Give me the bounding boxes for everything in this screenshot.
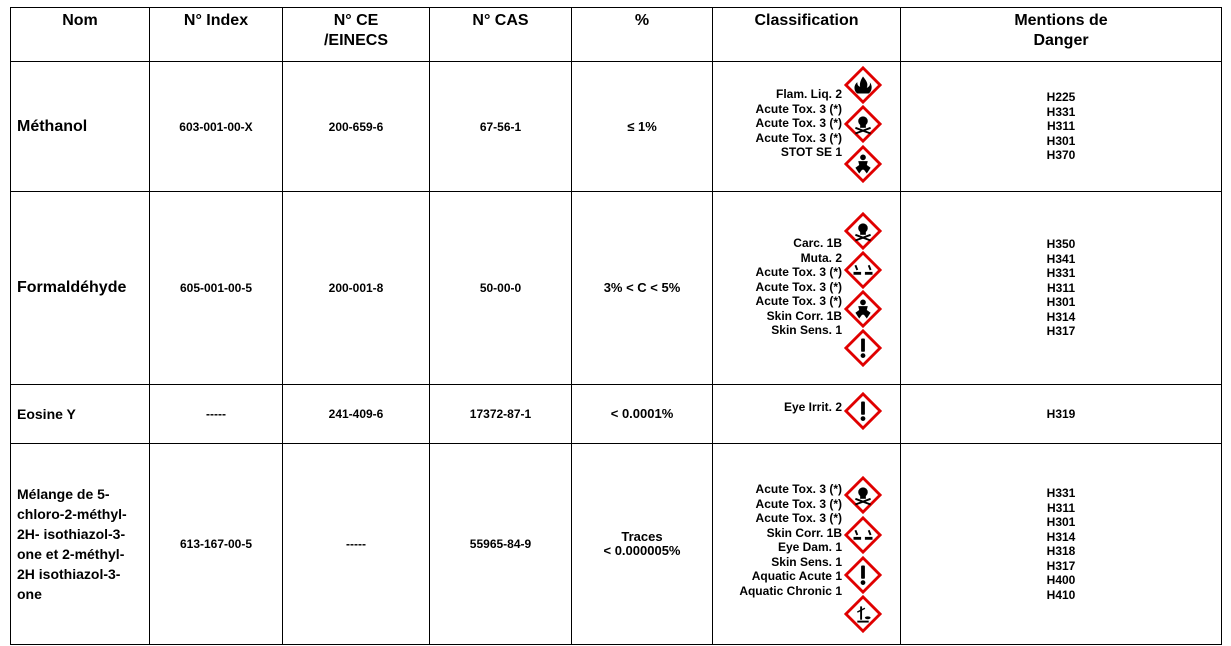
percentage: Traces < 0.000005% [572, 444, 713, 645]
percentage: ≤ 1% [572, 62, 713, 192]
substance-name: Eosine Y [11, 385, 150, 444]
exclamation-mark-icon [844, 392, 882, 430]
classification-list: Carc. 1B Muta. 2 Acute Tox. 3 (*) Acute Tox. 3 (*) Acute Tox. 3 (*) Skin Corr. 1B Skin Sens. 1 [755, 236, 842, 337]
classification-list: Flam. Liq. 2 Acute Tox. 3 (*) Acute Tox. 3 (*) Acute Tox. 3 (*) STOT SE 1 [755, 87, 842, 159]
header-mentions: Mentions de Danger [901, 8, 1222, 62]
classification-list: Eye Irrit. 2 [783, 400, 842, 414]
table-row [11, 444, 1222, 645]
substance-name: Méthanol [11, 62, 150, 192]
header-row [11, 8, 1222, 62]
flame-icon [844, 66, 882, 104]
index-number: ----- [150, 385, 283, 444]
cas-number: 17372-87-1 [430, 385, 572, 444]
classification-cell [713, 385, 901, 444]
hazard-statements: H225 H331 H311 H301 H370 [901, 62, 1222, 192]
corrosion-icon [844, 516, 882, 554]
classification-cell [713, 62, 901, 192]
skull-crossbones-icon [844, 476, 882, 514]
index-number: 613-167-00-5 [150, 444, 283, 645]
header-nom: Nom [11, 8, 150, 62]
header-pct: % [572, 8, 713, 62]
environment-icon [844, 595, 882, 633]
cropped-previous-text [0, 0, 1231, 7]
substance-name: Mélange de 5- chloro-2-méthyl- 2H- isothiazol-3- one et 2-méthyl- 2H isothiazol-3- one [11, 444, 150, 645]
percentage: 3% < C < 5% [572, 192, 713, 385]
cas-number: 67-56-1 [430, 62, 572, 192]
skull-crossbones-icon [844, 212, 882, 250]
exclamation-mark-icon [844, 329, 882, 367]
cas-number: 55965-84-9 [430, 444, 572, 645]
classification-list: Acute Tox. 3 (*) Acute Tox. 3 (*) Acute Tox. 3 (*) Skin Corr. 1B Eye Dam. 1 Skin Sens. 1 Aquatic Acute 1 Aquatic Chronic 1 [739, 482, 842, 598]
hazard-statements: H331 H311 H301 H314 H318 H317 H400 H410 [901, 444, 1222, 645]
table-row [11, 192, 1222, 385]
health-hazard-icon [844, 145, 882, 183]
substance-name: Formaldéhyde [11, 192, 150, 385]
classification-cell [713, 444, 901, 645]
percentage: < 0.0001% [572, 385, 713, 444]
ce-number: ----- [283, 444, 430, 645]
classification-cell [713, 192, 901, 385]
health-hazard-icon [844, 290, 882, 328]
ce-number: 200-001-8 [283, 192, 430, 385]
hazard-statements: H319 [901, 385, 1222, 444]
ce-number: 241-409-6 [283, 385, 430, 444]
substances-table [10, 7, 1222, 645]
table-row [11, 62, 1222, 192]
index-number: 603-001-00-X [150, 62, 283, 192]
exclamation-mark-icon [844, 556, 882, 594]
ce-number: 200-659-6 [283, 62, 430, 192]
cas-number: 50-00-0 [430, 192, 572, 385]
header-index: N° Index [150, 8, 283, 62]
header-cas: N° CAS [430, 8, 572, 62]
hazard-statements: H350 H341 H331 H311 H301 H314 H317 [901, 192, 1222, 385]
corrosion-icon [844, 251, 882, 289]
index-number: 605-001-00-5 [150, 192, 283, 385]
header-classification: Classification [713, 8, 901, 62]
header-ce: N° CE /EINECS [283, 8, 430, 62]
skull-crossbones-icon [844, 105, 882, 143]
table-row [11, 385, 1222, 444]
